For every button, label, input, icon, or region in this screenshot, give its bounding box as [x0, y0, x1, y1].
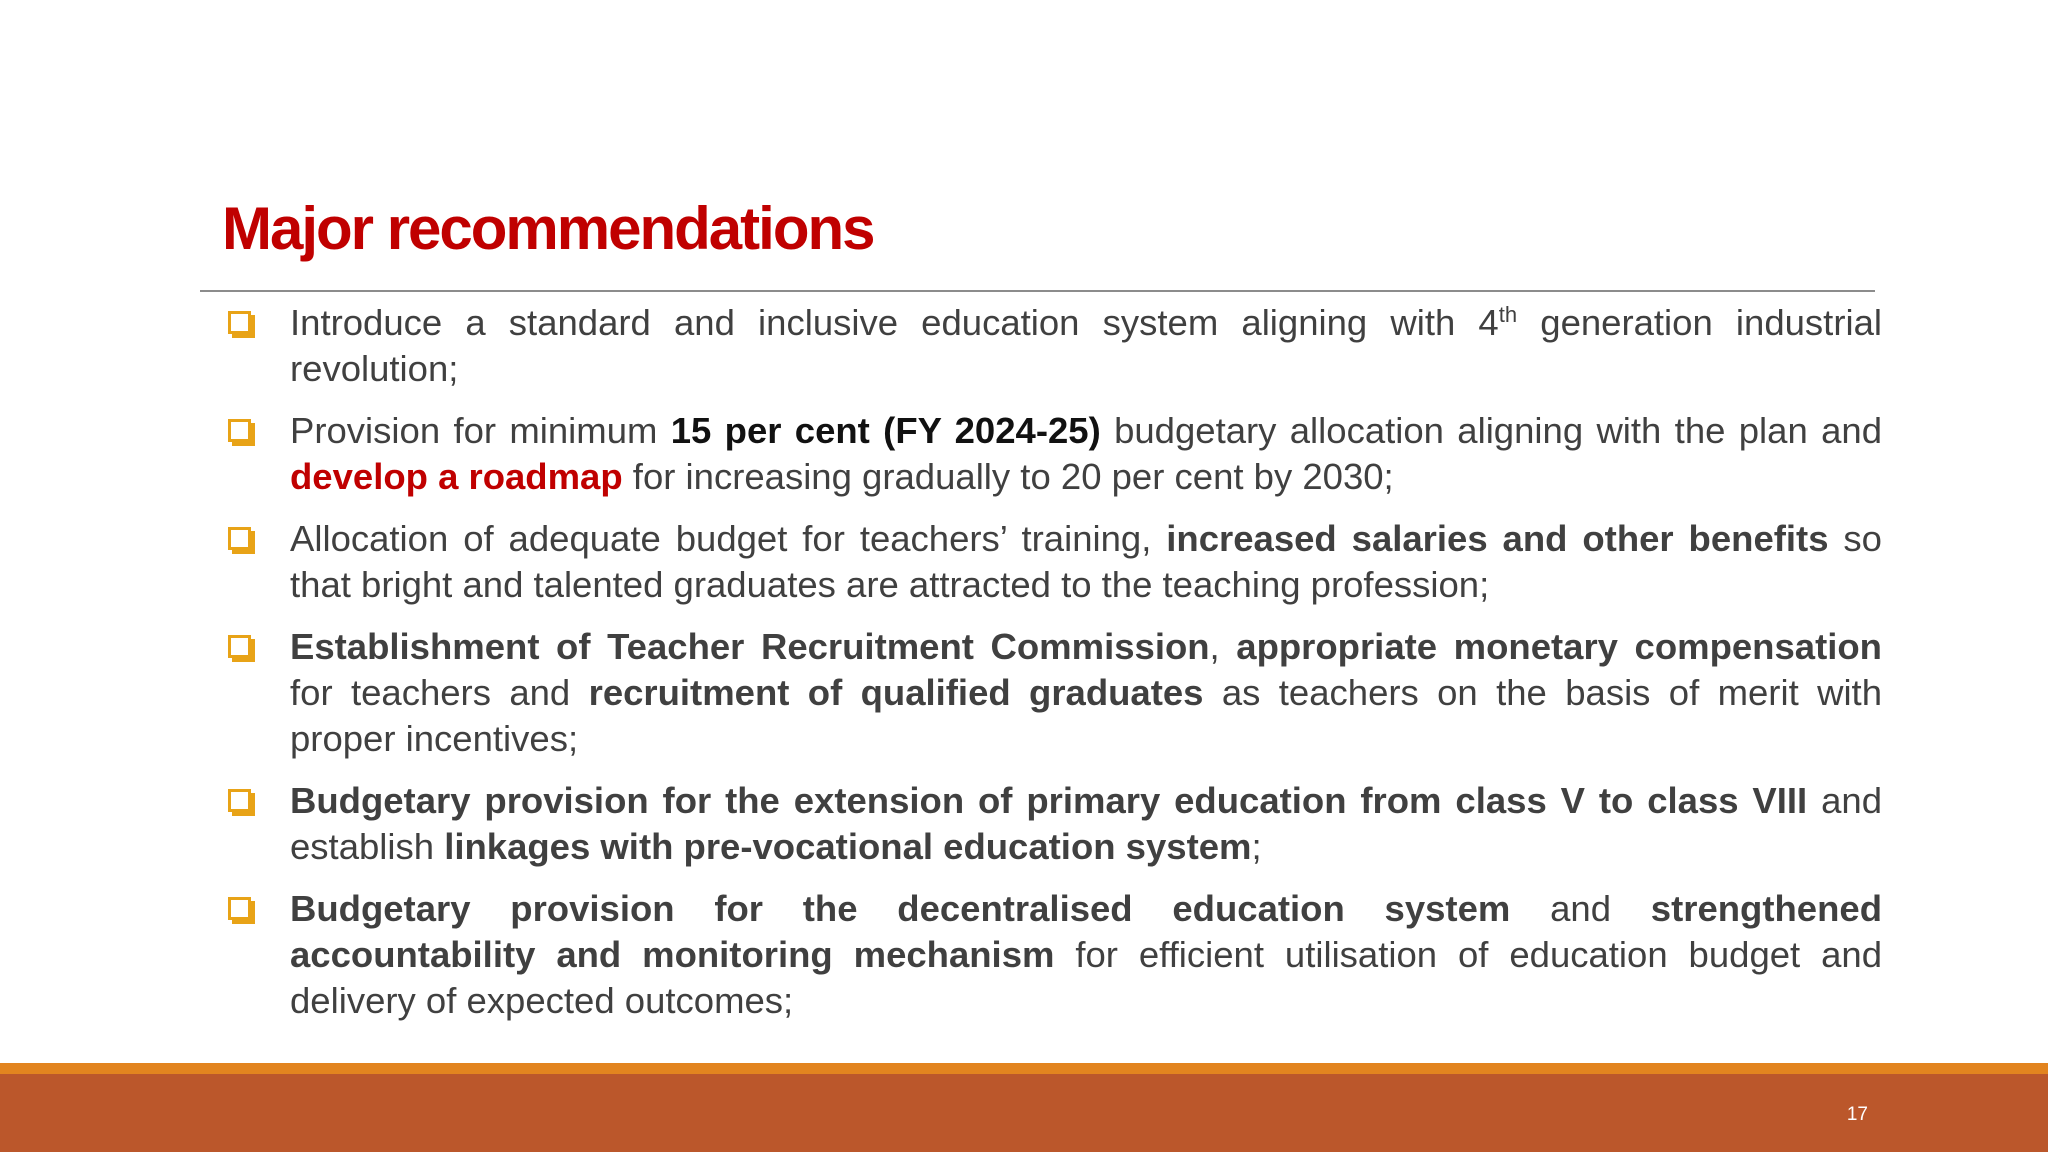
list-item: [222, 624, 1882, 762]
list-item: [222, 408, 1882, 500]
list-item-text: Introduce a standard and inclusive education system aligning with 4th generation industrial revolution;: [290, 301, 1882, 389]
checkbox-bullet-icon: [228, 789, 251, 812]
slide-title: Major recommendations: [222, 195, 874, 262]
list-item-text: Budgetary provision for the decentralised education system and strengthened accountability and monitoring mechanism for efficient utilisation of education budget and delivery of expected outcomes;: [290, 888, 1882, 1021]
checkbox-bullet-icon: [228, 527, 251, 550]
list-item-text: Allocation of adequate budget for teachers’ training, increased salaries and other benefits so that bright and talented graduates are attracted to the teaching profession;: [290, 518, 1882, 605]
title-divider: [200, 290, 1875, 292]
checkbox-bullet-icon: [228, 635, 251, 658]
recommendations-list: [222, 300, 1882, 1040]
checkbox-bullet-icon: [228, 419, 251, 442]
list-item: [222, 886, 1882, 1024]
list-item-text: Establishment of Teacher Recruitment Commission, appropriate monetary compensation for teachers and recruitment of qualified graduates as teachers on the basis of merit with proper incentives;: [290, 626, 1882, 759]
checkbox-bullet-icon: [228, 897, 251, 920]
checkbox-bullet-icon: [228, 311, 251, 334]
list-item: [222, 300, 1882, 392]
list-item-text: Budgetary provision for the extension of primary education from class V to class VIII and establish linkages with pre-vocational education system;: [290, 780, 1882, 867]
footer-accent-stripe: [0, 1063, 2048, 1074]
page-number: 17: [1846, 1104, 1868, 1125]
list-item: [222, 778, 1882, 870]
list-item-text: Provision for minimum 15 per cent (FY 2024-25) budgetary allocation aligning with the plan and develop a roadmap for increasing gradually to 20 per cent by 2030;: [290, 410, 1882, 497]
list-item: [222, 516, 1882, 608]
footer-bar: [0, 1074, 2048, 1152]
